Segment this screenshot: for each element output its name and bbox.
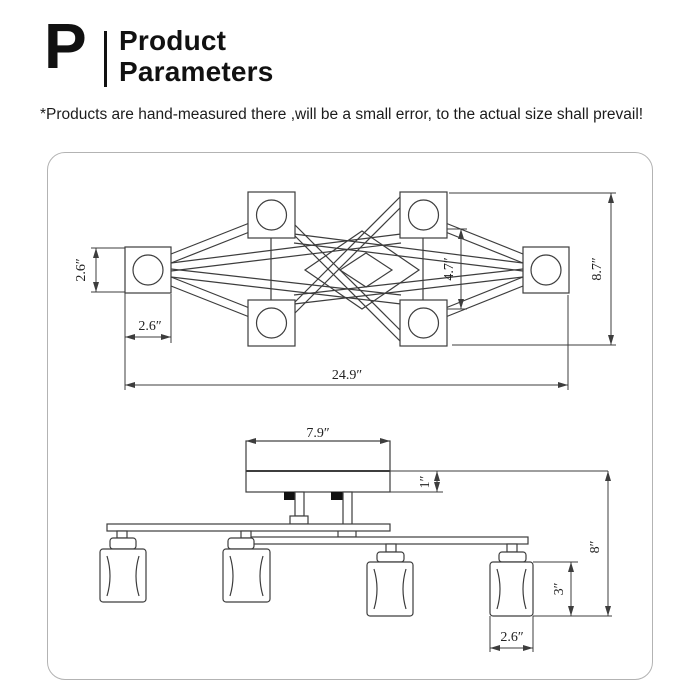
top-view [74, 192, 616, 390]
dim-label-shade-height: 3″ [552, 582, 567, 596]
dim-label-canopy-thickness: 1″ [418, 475, 433, 489]
dim-label-overall-drop: 8″ [588, 540, 603, 554]
dim-label-inner-gap: 4.7″ [442, 257, 457, 281]
measurement-disclaimer: *Products are hand-measured there ,will be a small error, to the actual size shall prevail! [40, 106, 644, 123]
top-view-arms [171, 194, 523, 344]
lamp-shade-4 [490, 544, 533, 616]
dim-label-shade-width: 2.6″ [500, 630, 524, 645]
lamp-shade-1 [100, 531, 146, 602]
lamp-head-right [523, 247, 569, 293]
stem-connector-left [284, 492, 295, 500]
lamp-head-top-left [248, 192, 295, 238]
stem-connector-right [331, 492, 343, 500]
side-view [100, 426, 612, 652]
page-title-line2: Parameters [119, 56, 274, 87]
dim-label-head-width: 2.6″ [138, 319, 162, 334]
dim-label-canopy-width: 7.9″ [306, 426, 330, 441]
dim-label-head-height: 2.6″ [74, 258, 89, 282]
lamp-shade-3 [367, 544, 413, 616]
lamp-head-bottom-left [248, 300, 295, 346]
dim-label-overall-depth: 8.7″ [590, 257, 605, 281]
lamp-head-left [125, 247, 171, 293]
arm-bar-rear [243, 537, 528, 544]
canopy [246, 441, 390, 492]
lamp-head-top-right [400, 192, 447, 238]
dim-label-overall-width: 24.9″ [331, 368, 363, 383]
page-title-line1: Product [119, 25, 227, 56]
lamp-head-bottom-right [400, 300, 447, 346]
arm-bar-front [107, 524, 390, 531]
section-letter: P [44, 10, 85, 82]
